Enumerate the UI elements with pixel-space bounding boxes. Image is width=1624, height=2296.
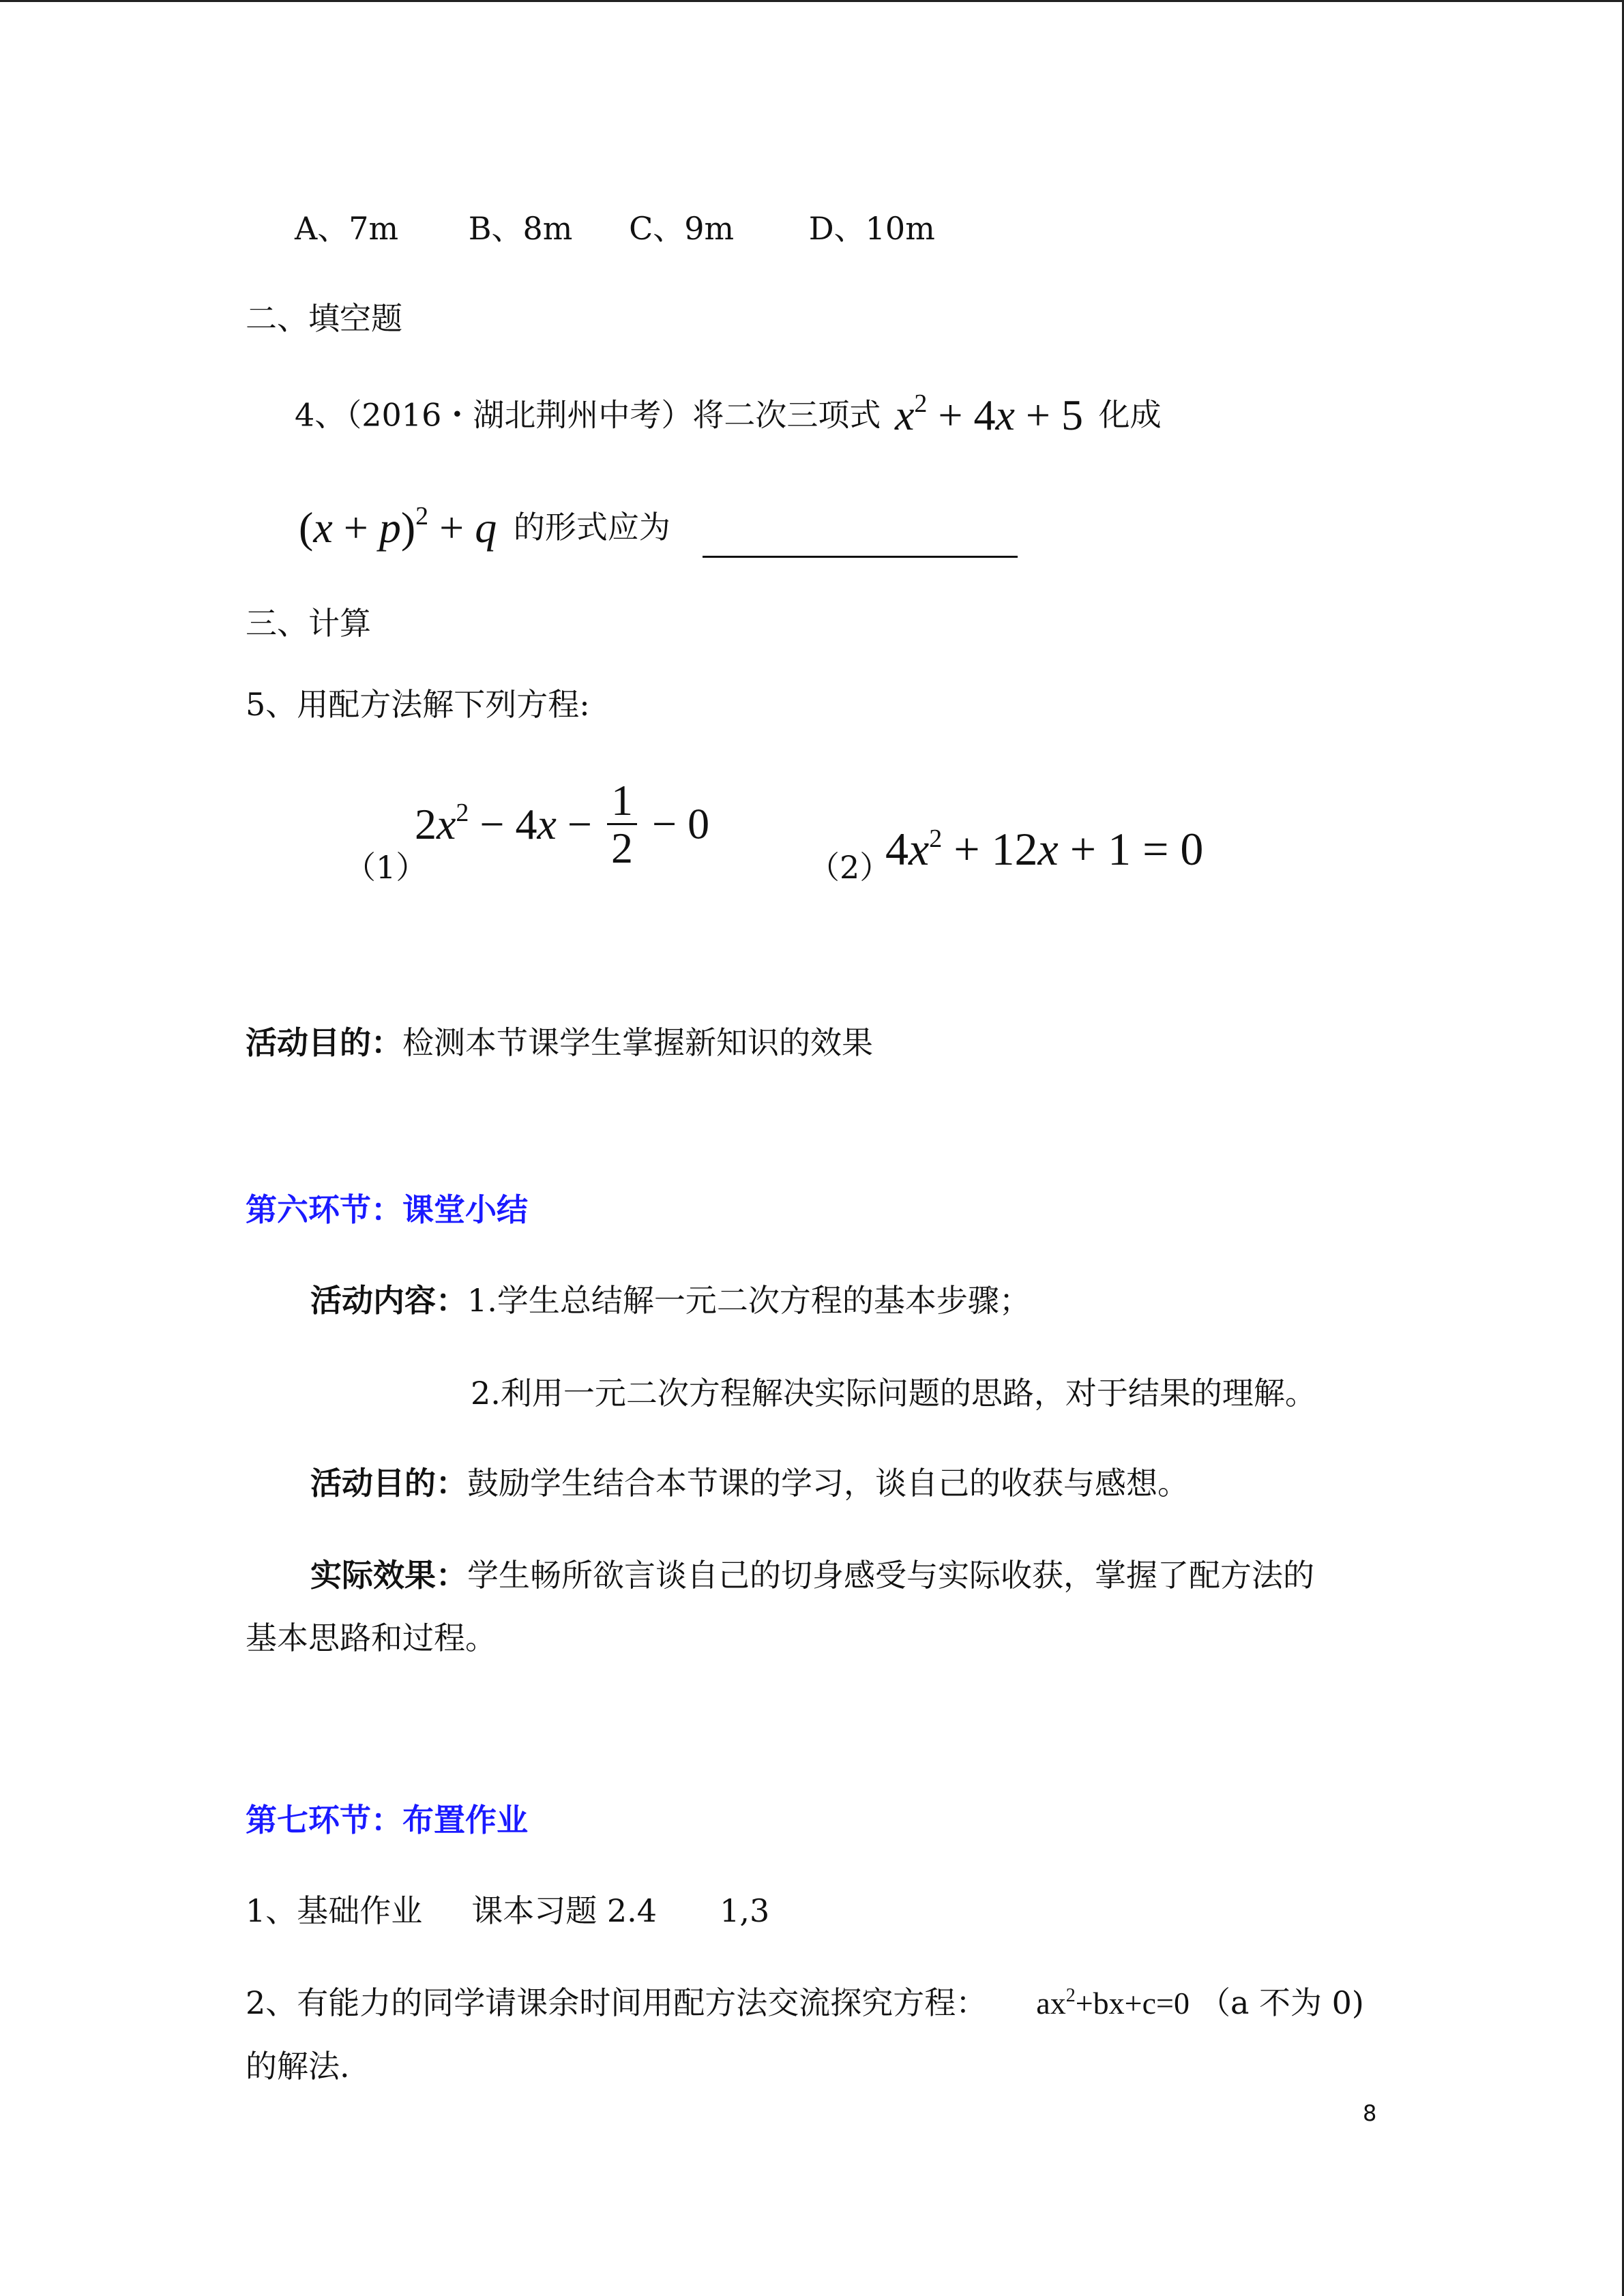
section-fill-blank-title: 二、填空题 xyxy=(246,300,402,337)
section-calculation-title: 三、计算 xyxy=(246,605,371,642)
q4-expression-2: $(x + p)^2 + q$ xyxy=(299,502,497,552)
activity-purpose-label: 活动目的： xyxy=(246,1024,402,1061)
homework-2-equation: $ax^2+bx+c=0$ xyxy=(1036,1985,1190,2021)
activity-content-item-2: 2.利用一元二次方程解决实际问题的思路，对于结果的理解。 xyxy=(471,1375,1316,1412)
section-7-title: 第七环节：布置作业 xyxy=(246,1802,528,1838)
homework-2-tail: 的解法. xyxy=(246,2048,350,2085)
question-4 xyxy=(295,389,1162,442)
activity-purpose-text: 检测本节课学生掌握新知识的效果 xyxy=(402,1024,873,1061)
activity-purpose-2-label: 活动目的： xyxy=(310,1465,467,1502)
homework-2-text: 2、有能力的同学请课余时间用配方法交流探究方程： xyxy=(246,1984,988,2021)
q4-answer-blank xyxy=(703,556,1018,558)
homework-2-condition: （a 不为 0) xyxy=(1198,1984,1364,2021)
answer-options xyxy=(295,210,935,248)
activity-content-label: 活动内容： xyxy=(310,1282,467,1319)
homework-2 xyxy=(246,1984,1364,2022)
option-b: B、8m xyxy=(468,210,573,247)
activity-purpose-2-text: 鼓励学生结合本节课的学习，谈自己的收获与感想。 xyxy=(467,1465,1189,1502)
q4-suffix-2: 的形式应为 xyxy=(513,509,670,546)
homework-1-label: 1、基础作业 xyxy=(246,1892,423,1929)
homework-1 xyxy=(246,1892,769,1930)
equation-1: $2x^2 - 4x$ − $\frac{1}{2}$ − 0 xyxy=(415,776,710,873)
option-d: D、10m xyxy=(808,210,935,247)
question-5: 5、用配方法解下列方程: xyxy=(246,686,590,723)
actual-effect-text: 学生畅所欲言谈自己的切身感受与实际收获，掌握了配方法的 xyxy=(467,1557,1314,1594)
q4-suffix: 化成 xyxy=(1098,396,1162,434)
activity-content-item-1: 1.学生总结解一元二次方程的基本步骤； xyxy=(467,1282,1031,1319)
fraction-one-half: $\frac{1}{2}$ xyxy=(607,777,637,871)
section-6-title: 第六环节：课堂小结 xyxy=(246,1191,528,1228)
equation-2: $4x^2 + 12x + 1 = 0$ xyxy=(885,823,1204,875)
q4-expression-1: $x^2 + 4x + 5$ xyxy=(894,389,1083,439)
actual-effect xyxy=(310,1557,1314,1594)
equation-1-label: （1） xyxy=(344,849,428,886)
activity-content xyxy=(310,1282,1031,1320)
activity-purpose-2 xyxy=(310,1465,1189,1502)
question-4-line-2 xyxy=(299,501,670,554)
homework-1-items: 1,3 xyxy=(720,1892,770,1929)
activity-purpose-1 xyxy=(246,1024,873,1062)
homework-1-book: 课本习题 2.4 xyxy=(471,1892,658,1929)
actual-effect-label: 实际效果： xyxy=(310,1557,467,1594)
page-border-top xyxy=(0,0,1624,2)
equation-2-label: （2） xyxy=(808,849,891,886)
q4-prefix: 4、（2016・湖北荆州中考）将二次三项式 xyxy=(295,396,881,434)
page-number: 8 xyxy=(1363,2100,1377,2126)
option-a: A、7m xyxy=(295,210,399,247)
option-c: C、9m xyxy=(629,210,735,247)
actual-effect-text-2: 基本思路和过程。 xyxy=(246,1620,497,1656)
